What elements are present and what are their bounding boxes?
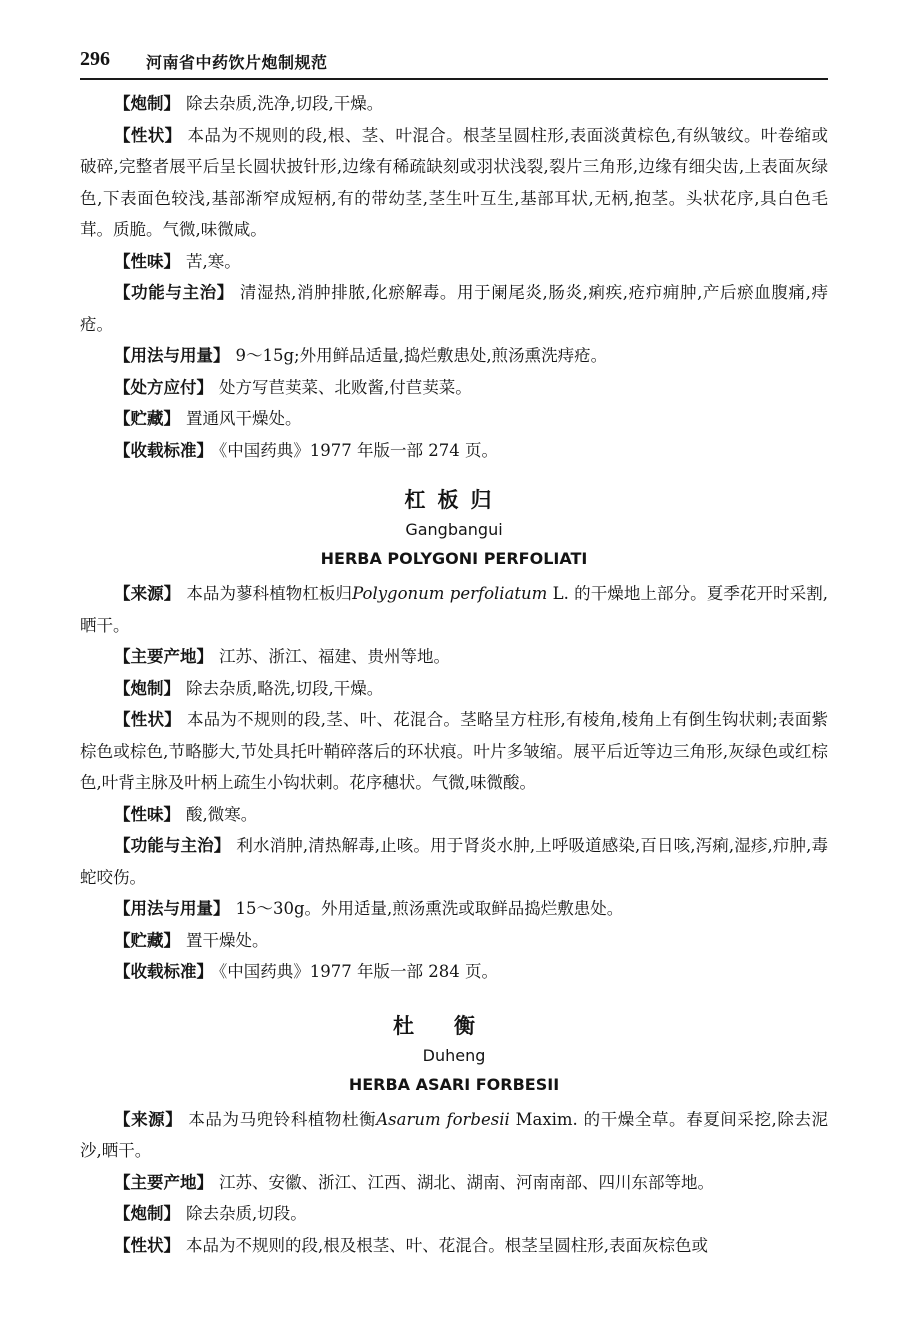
entry-label: 【性状】 bbox=[114, 710, 181, 729]
entry-label: 【收载标准】 bbox=[114, 440, 213, 460]
entry-label: 【性味】 bbox=[114, 251, 180, 271]
entry-label: 【贮藏】 bbox=[114, 409, 180, 428]
entry-text: 本品为不规则的段,根、茎、叶混合。根茎呈圆柱形,表面淡黄棕色,有纵皱纹。叶卷缩或破碎,完整者展平后呈长圆状披针形,边缘有稀疏缺刻或羽状浅裂,裂片三角形,边缘有细尖齿,上表面灰绿色,下表面色较浅,基部渐窄成短柄,有的带幼茎,茎生叶互生,基部耳状,无柄,抱茎。头状花序,具白色毛茸。质脆。气微,味微咸。 bbox=[80, 125, 828, 239]
entry-paragraph bbox=[80, 372, 828, 404]
entry-text: 本品为不规则的段,茎、叶、花混合。茎略呈方柱形,有棱角,棱角上有倒生钩状刺;表面紫棕色或棕色,节略膨大,节处具托叶鞘碎落后的环状痕。叶片多皱缩。展平后近等边三角形,灰绿色或红棕色,叶背主脉及叶柄上疏生小钩状刺。花序穗状。气微,味微酸。 bbox=[80, 710, 829, 792]
entry-paragraph bbox=[80, 1198, 828, 1230]
entry-label: 【性状】 bbox=[114, 125, 182, 145]
entry-paragraph bbox=[80, 120, 828, 246]
entry-label: 【炮制】 bbox=[114, 94, 180, 113]
entry-paragraph bbox=[80, 893, 828, 925]
entry-paragraph bbox=[80, 246, 828, 278]
book-title: 河南省中药饮片炮制规范 bbox=[146, 53, 328, 72]
monograph-pinyin: Gangbangui bbox=[405, 520, 503, 539]
species-name: Polygonum perfoliatum bbox=[352, 584, 548, 603]
entry-paragraph bbox=[80, 956, 828, 988]
entry-label: 【收载标准】 bbox=[114, 962, 213, 981]
entry-paragraph bbox=[80, 641, 828, 673]
monograph-duheng bbox=[80, 1010, 828, 1262]
entry-label: 【功能与主治】 bbox=[114, 836, 231, 855]
entry-text: 置干燥处。 bbox=[186, 930, 269, 950]
page-header bbox=[80, 44, 828, 80]
entry-text: 除去杂质,切段。 bbox=[186, 1204, 307, 1223]
entry-paragraph bbox=[80, 435, 828, 467]
entry-paragraph bbox=[80, 88, 828, 120]
monograph-pinyin: Duheng bbox=[422, 1045, 486, 1065]
entry-text: 苦,寒。 bbox=[186, 251, 241, 271]
entry-label: 【来源】 bbox=[114, 1109, 183, 1129]
entry-paragraph bbox=[80, 673, 828, 705]
entry-paragraph bbox=[80, 799, 828, 831]
page-content bbox=[80, 88, 828, 1261]
entry-text: 除去杂质,洗净,切段,干燥。 bbox=[186, 94, 384, 113]
monograph-title: 杜衡 bbox=[393, 1013, 515, 1038]
entry-label: 【炮制】 bbox=[114, 1204, 180, 1223]
entry-text: 除去杂质,略洗,切段,干燥。 bbox=[186, 678, 384, 698]
entry-text: 15～30g。外用适量,煎汤熏洗或取鲜品捣烂敷患处。 bbox=[235, 899, 624, 918]
entry-label: 【主要产地】 bbox=[114, 647, 213, 666]
entry-paragraph bbox=[80, 277, 828, 340]
entry-label: 【用法与用量】 bbox=[114, 899, 230, 918]
source-text-post: Maxim. 的干燥全草。春夏间采挖,除去泥沙,晒干。 bbox=[80, 1109, 829, 1160]
source-text-pre: 本品为马兜铃科植物杜衡 bbox=[188, 1109, 377, 1129]
entry-paragraph bbox=[80, 1230, 828, 1262]
entry-text: 本品为不规则的段,根及根茎、叶、花混合。根茎呈圆柱形,表面灰棕色或 bbox=[186, 1235, 708, 1255]
source-text-pre: 本品为蓼科植物杠板归 bbox=[186, 584, 353, 603]
entry-label: 【来源】 bbox=[114, 584, 181, 603]
entry-paragraph bbox=[80, 1167, 828, 1199]
entry-label: 【炮制】 bbox=[114, 678, 180, 698]
monograph-latin-name: HERBA ASARI FORBESII bbox=[348, 1074, 560, 1094]
entry-text: 清湿热,消肿排脓,化瘀解毒。用于阑尾炎,肠炎,痢疾,疮疖痈肿,产后瘀血腹痛,痔疮。 bbox=[80, 283, 829, 334]
entry-paragraph bbox=[80, 403, 828, 435]
entry-label: 【主要产地】 bbox=[114, 1172, 213, 1192]
monograph-latin-name: HERBA POLYGONI PERFOLIATI bbox=[320, 549, 588, 568]
monograph-gangbangui bbox=[80, 484, 828, 988]
entry-text: 处方写苣荬菜、北败酱,付苣荬菜。 bbox=[219, 377, 472, 397]
source-paragraph bbox=[80, 1104, 828, 1167]
entry-label: 【处方应付】 bbox=[114, 377, 213, 397]
entry-paragraph bbox=[80, 340, 828, 372]
entry-text: 江苏、安徽、浙江、江西、湖北、湖南、河南南部、四川东部等地。 bbox=[219, 1172, 714, 1192]
page-number: 296 bbox=[80, 48, 110, 70]
entry-text: 江苏、浙江、福建、贵州等地。 bbox=[219, 647, 450, 666]
entry-paragraph bbox=[80, 704, 828, 799]
entry-label: 【性味】 bbox=[114, 804, 180, 824]
previous-monograph-tail bbox=[80, 88, 828, 466]
entry-paragraph bbox=[80, 830, 828, 893]
entry-text: 酸,微寒。 bbox=[186, 804, 258, 824]
source-text-post: L. 的干燥地上部分。夏季花开时采割,晒干。 bbox=[80, 584, 829, 635]
entry-text: 9～15g;外用鲜品适量,捣烂敷患处,煎汤熏洗痔疮。 bbox=[235, 346, 608, 365]
monograph-title: 杠板归 bbox=[404, 488, 504, 512]
entry-text: 利水消肿,清热解毒,止咳。用于肾炎水肿,上呼吸道感染,百日咳,泻痢,湿疹,疖肿,毒蛇咬伤。 bbox=[80, 836, 828, 887]
entry-text: 《中国药典》1977 年版一部 274 页。 bbox=[219, 440, 498, 460]
entry-paragraph bbox=[80, 925, 828, 957]
species-name: Asarum forbesii bbox=[376, 1109, 510, 1129]
entry-text: 置通风干燥处。 bbox=[186, 409, 302, 428]
source-paragraph bbox=[80, 578, 828, 641]
entry-label: 【用法与用量】 bbox=[114, 346, 230, 365]
entry-label: 【功能与主治】 bbox=[114, 283, 234, 302]
entry-text: 《中国药典》1977 年版一部 284 页。 bbox=[219, 962, 498, 981]
entry-label: 【贮藏】 bbox=[114, 930, 180, 950]
entry-label: 【性状】 bbox=[114, 1235, 180, 1255]
